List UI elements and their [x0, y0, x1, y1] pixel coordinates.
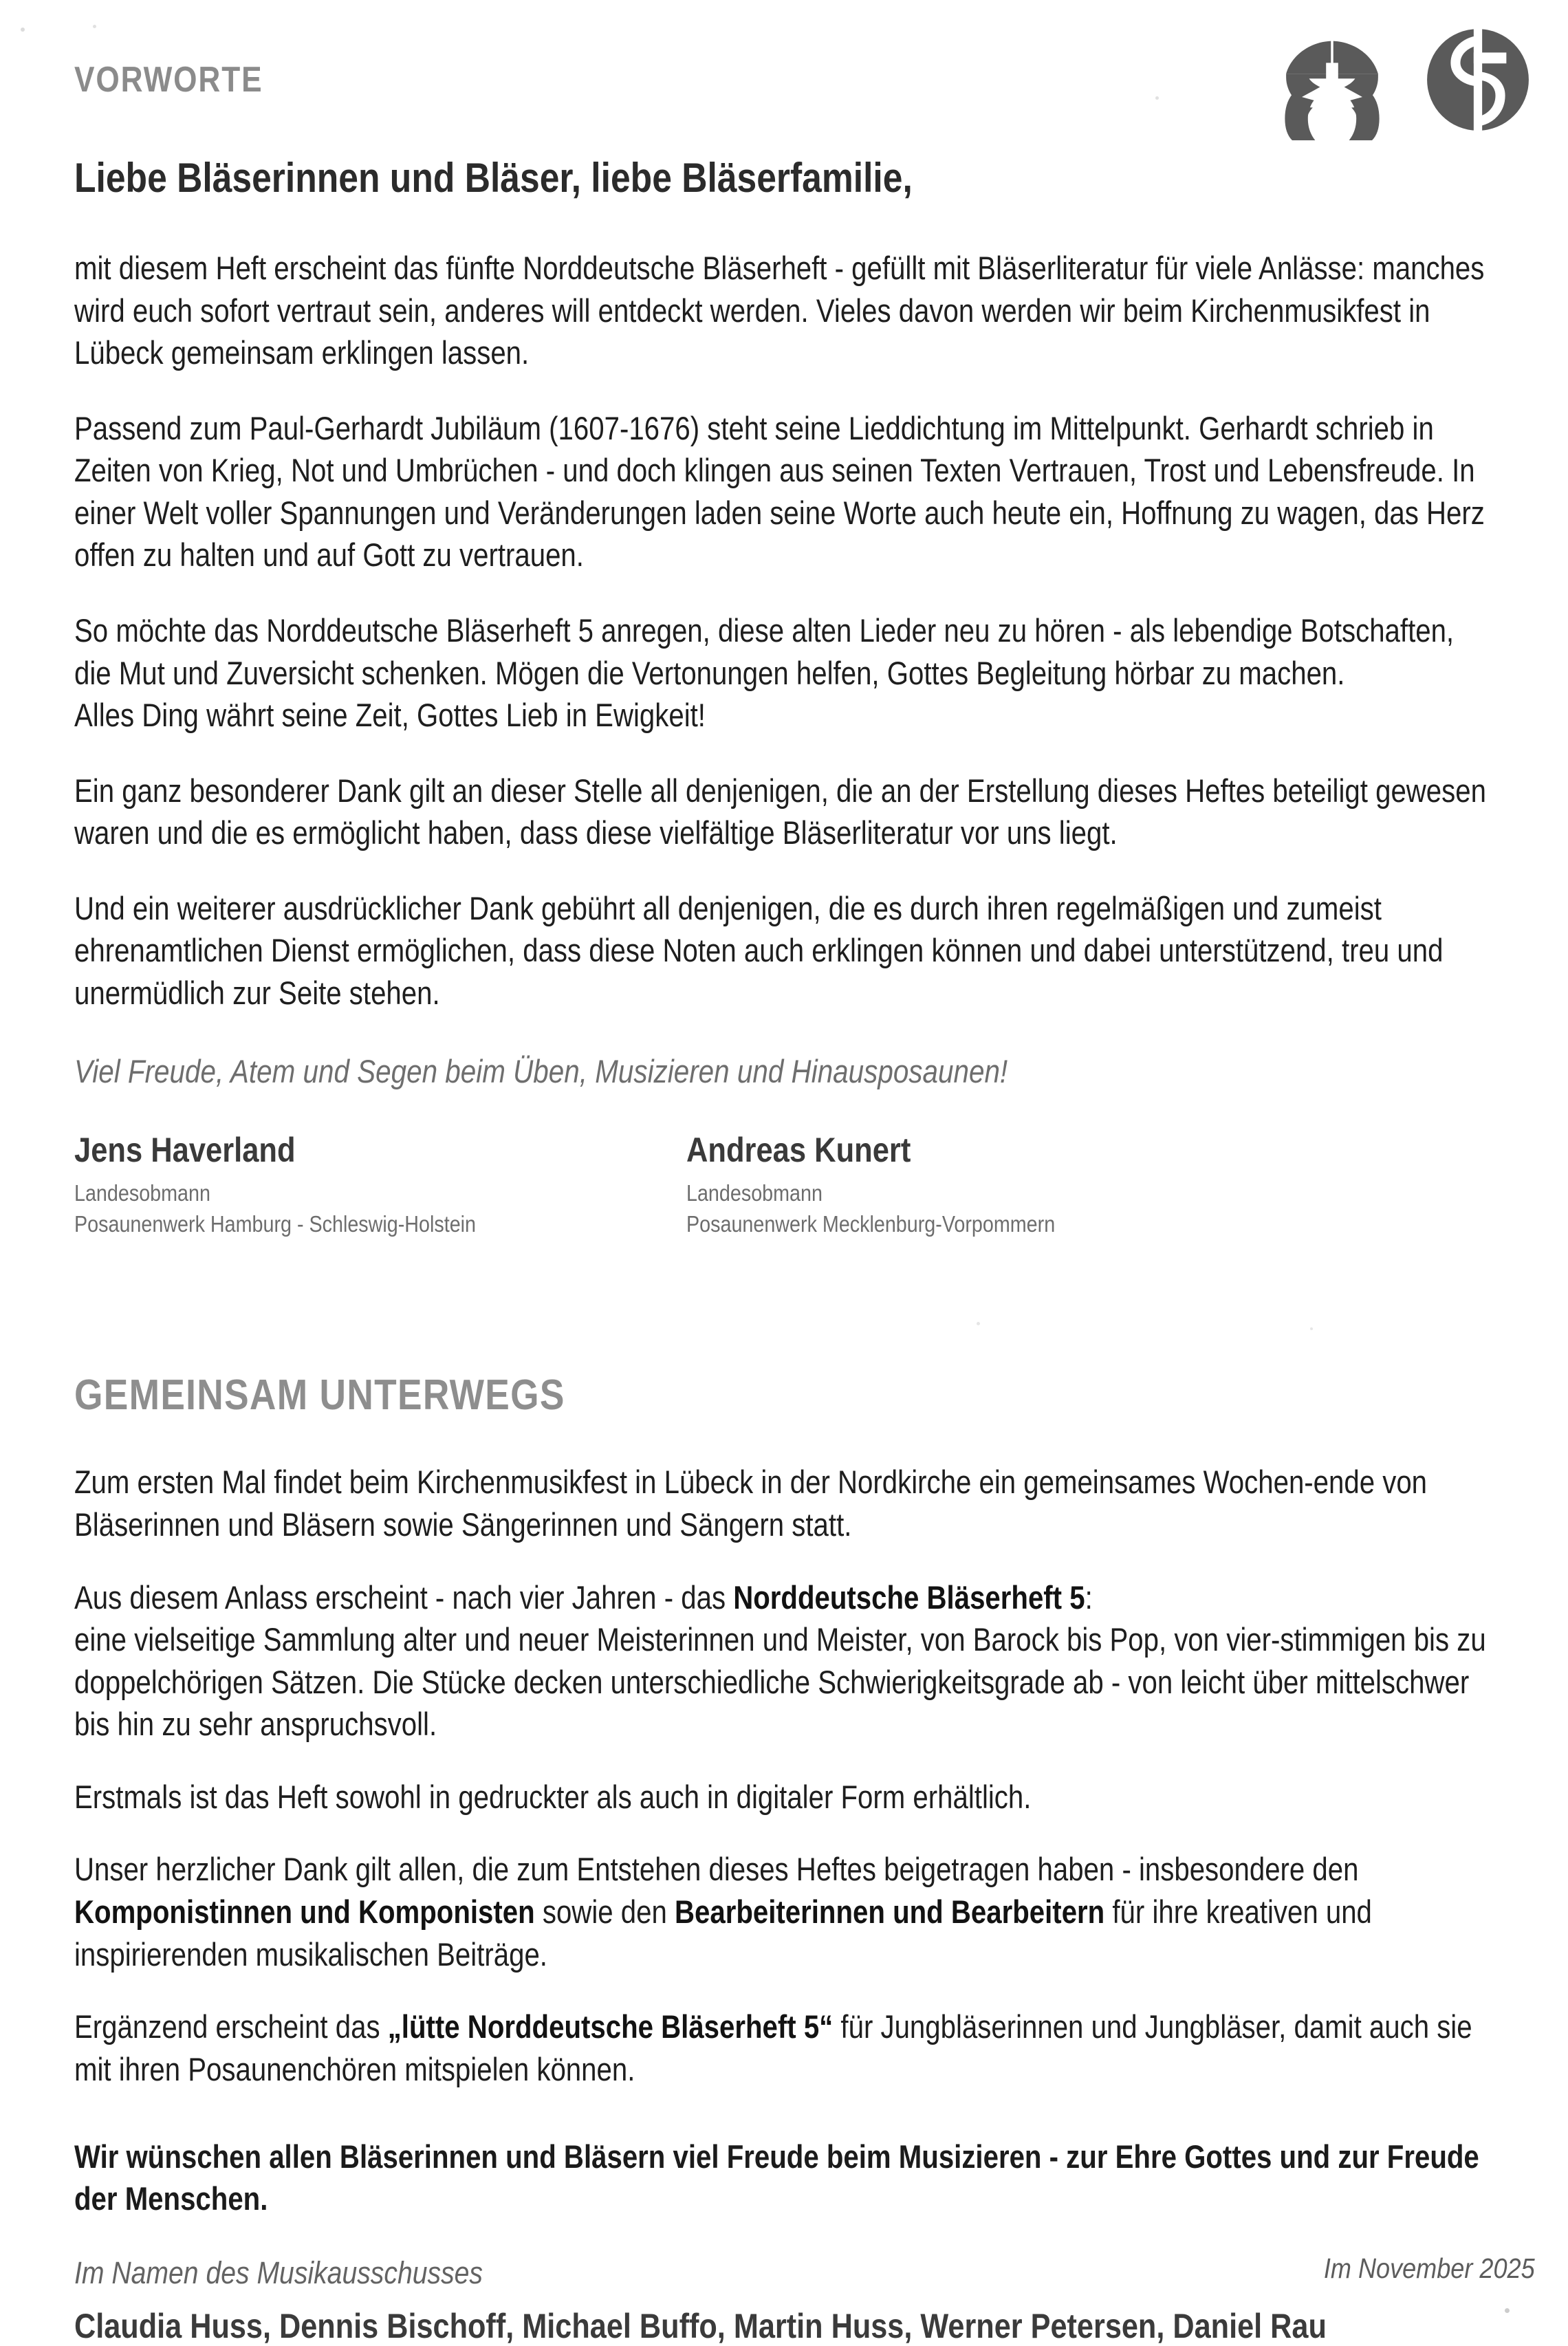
committee-names: Claudia Huss, Dennis Bischoff, Michael Buffo, Martin Huss, Werner Petersen, Daniel Rau [74, 2307, 1327, 2346]
paragraph-intro: mit diesem Heft erscheint das fünfte Norddeutsche Bläserheft - gefüllt mit Bläserliteratur für viele Anlässe: manches wird euch sofort vertraut sein, anderes will entdeckt werden. Vieles davon werden wir beim Kirchenmusikfest in Lübeck gemeinsam erklingen lassen. [74, 250, 1485, 371]
paragraph-anlass: Aus diesem Anlass erscheint - nach vier Jahren - das Norddeutsche Bläserheft 5: eine vielseitige Sammlung alter und neuer Meisterinnen und Meister, von Barock bis Pop, von vier-stimmigen bis zu doppelchörigen Sätzen. Die Stücke decken unterschiedliche Schwierigkeitsgrade ab - von leicht über mittelschwer bis hin zu sehr anspruchsvoll. [74, 1578, 1486, 1743]
signature-name: Jens Haverland [74, 1131, 296, 1170]
emphasis-text: Bearbeiterinnen und Bearbeitern [674, 1893, 1105, 1930]
scan-speck [93, 25, 96, 28]
paragraph-luette-heft: Ergänzend erscheint das „lütte Norddeutsche Bläserheft 5“ für Jungbläserinnen und Jungbläser, damit auch sie mit ihren Posaunenchören mitspielen können. [74, 2008, 1472, 2087]
closing-wish: Wir wünschen allen Bläserinnen und Bläsern viel Freude beim Musizieren - zur Ehre Gottes und zur Freude der Menschen. [74, 2138, 1479, 2217]
signature-jens-haverland [74, 1130, 536, 1239]
section-kicker-vorworte: VORWORTE [74, 60, 263, 100]
signature-name: Andreas Kunert [686, 1131, 911, 1170]
salutation: Liebe Bläserinnen und Bläser, liebe Bläserfamilie, [74, 155, 913, 201]
section-heading: GEMEINSAM UNTERWEGS [74, 1371, 565, 1420]
signature-role: Landesobmann [74, 1180, 210, 1206]
paragraph-dank-beitragende: Unser herzlicher Dank gilt allen, die zum Entstehen dieses Heftes beigetragen haben - insbesondere den Komponistinnen und Komponisten sowie den Bearbeiterinnen und Bearbeitern für ihre kreativen und inspirierenden musikalischen Beiträge. [74, 1851, 1372, 1973]
content-column [74, 59, 1494, 2346]
signature-organisation: Posaunenwerk Hamburg - Schleswig-Holstein [74, 1210, 477, 1237]
paragraph-anregung: So möchte das Norddeutsche Bläserheft 5 anregen, diese alten Lieder neu zu hören - als lebendige Botschaften, die Mut und Zuversicht schenken. Mögen die Vertonungen helfen, Gottes Begleitung hörbar zu machen. Alles Ding währt seine Zeit, Gottes Lieb in Ewigkeit! [74, 611, 1455, 734]
publication-date: Im November 2025 [1324, 2252, 1535, 2284]
paragraph-paul-gerhardt: Passend zum Paul-Gerhardt Jubiläum (1607-1676) steht seine Lieddichtung im Mittelpunkt. Gerhardt schrieb in Zeiten von Krieg, Not und Umbrüchen - und doch klingen aus seinen Texten Vertrauen, Trost und Lebensfreude. In einer Welt voller Spannungen und Veränderungen laden seine Worte auch heute ein, Hoffnung zu wagen, das Herz offen zu halten und auf Gott zu vertrauen. [74, 409, 1485, 574]
paragraph-dank-dienst: Und ein weiterer ausdrücklicher Dank gebührt all denjenigen, die es durch ihren regelmäßigen und zumeist ehrenamtlichen Dienst ermöglichen, dass diese Noten auch erklingen können und dabei unterstützend, treu und unermüdlich zur Seite stehen. [74, 889, 1444, 1011]
paragraph-dank-erstellung: Ein ganz besonderer Dank gilt an dieser Stelle all denjenigen, die an der Erstellung dieses Heftes beteiligt gewesen waren und die es ermöglicht haben, dass diese vielfältige Bläserliteratur vor uns liegt. [74, 772, 1486, 851]
scan-speck [21, 28, 25, 32]
emphasis-text: Norddeutsche Bläserheft 5 [733, 1578, 1085, 1616]
scan-speck [1505, 2308, 1510, 2313]
signature-andreas-kunert [686, 1130, 1110, 1239]
signature-block [74, 1130, 1494, 1254]
section-gemeinsam-unterwegs [74, 1371, 1494, 2346]
emphasis-text: Komponistinnen und Komponisten [74, 1893, 535, 1930]
paragraph-erstmals: Erstmals ist das Heft sowohl in gedruckter als auch in digitaler Form erhältlich. [74, 1778, 1032, 1815]
paragraph-wochenende: Zum ersten Mal findet beim Kirchenmusikfest in Lübeck in der Nordkirche ein gemeinsames Wochen-ende von Bläserinnen und Bläsern sowie Sängerinnen und Sängern statt. [74, 1464, 1428, 1543]
signature-organisation: Posaunenwerk Mecklenburg-Vorpommern [686, 1210, 1056, 1237]
signature-role: Landesobmann [686, 1180, 823, 1206]
committee-label: Im Namen des Musikausschusses [74, 2255, 483, 2291]
emphasis-text: „lütte Norddeutsche Bläserheft 5“ [387, 2008, 834, 2045]
wish-line: Viel Freude, Atem und Segen beim Üben, Musizieren und Hinausposaunen! [74, 1053, 1008, 1090]
